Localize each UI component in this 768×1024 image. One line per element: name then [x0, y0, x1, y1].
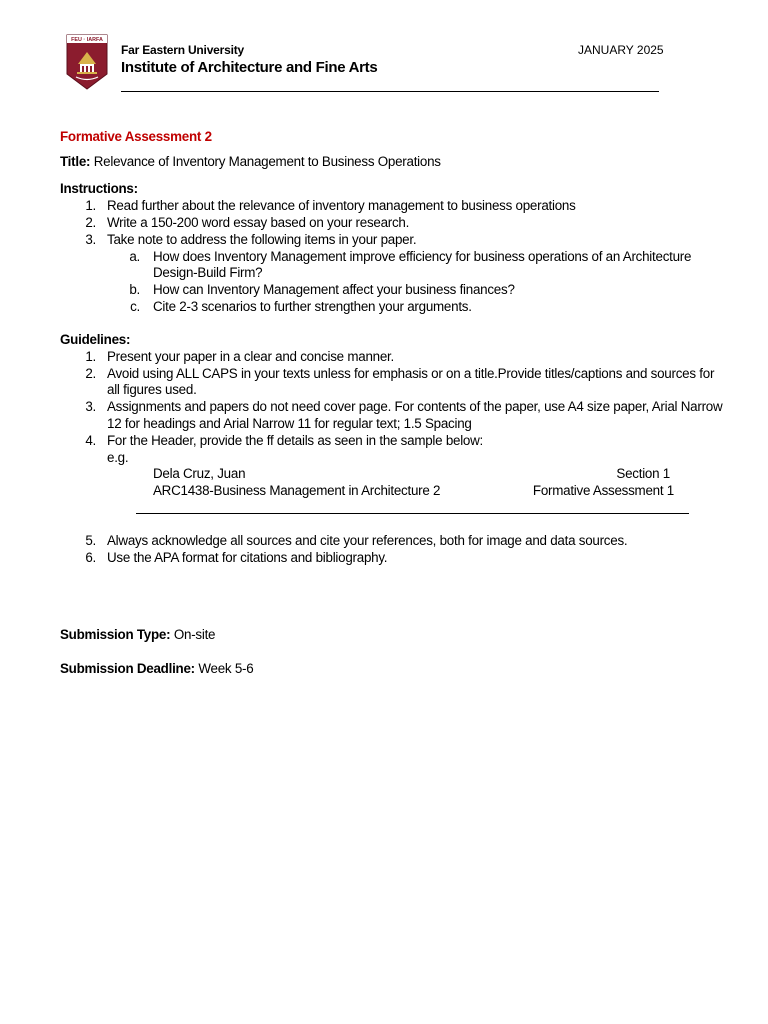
subitem-letter: c.	[130, 299, 140, 314]
university-name: Far Eastern University	[121, 43, 244, 57]
guideline-text-continued: all figures used.	[107, 382, 197, 397]
instruction-text: Write a 150-200 word essay based on your research.	[107, 215, 410, 230]
instruction-number: 1.	[85, 198, 96, 213]
guideline-text: Assignments and papers do not need cover page. For contents of the paper, use A4 size paper, Arial Narrow	[107, 399, 723, 414]
title-line	[60, 153, 441, 170]
guideline-text: Avoid using ALL CAPS in your texts unless for emphasis or on a title.Provide titles/captions and sources for	[107, 366, 715, 381]
submission-deadline-value: Week 5-6	[198, 661, 254, 676]
assessment-heading: Formative Assessment 2	[60, 129, 212, 144]
example-divider	[136, 513, 689, 514]
institute-name: Institute of Architecture and Fine Arts	[121, 59, 378, 76]
instruction-number: 2.	[85, 215, 96, 230]
submission-type-label: Submission Type:	[60, 627, 171, 642]
example-label: e.g.	[107, 450, 129, 465]
subitem-text-continued: Design-Build Firm?	[153, 265, 263, 280]
feu-iarfa-logo	[66, 34, 108, 90]
submission-deadline	[60, 660, 253, 677]
subitem-letter: b.	[129, 282, 140, 297]
instruction-text: Read further about the relevance of inventory management to business operations	[107, 198, 576, 213]
logo-text: FEU · IARFA	[71, 37, 103, 44]
example-section: Section 1	[616, 466, 670, 481]
guideline-number: 4.	[85, 433, 96, 448]
header-date: JANUARY 2025	[578, 43, 664, 57]
subitem-text: How can Inventory Management affect your business finances?	[153, 282, 515, 297]
guideline-number: 2.	[85, 366, 96, 381]
subitem-text: Cite 2-3 scenarios to further strengthen your arguments.	[153, 299, 472, 314]
instructions-label: Instructions:	[60, 181, 138, 196]
guideline-number: 3.	[85, 399, 96, 414]
title-label: Title:	[60, 154, 91, 169]
guideline-number: 5.	[85, 533, 96, 548]
guideline-text: Always acknowledge all sources and cite your references, both for image and data sources.	[107, 533, 628, 548]
guideline-text: Present your paper in a clear and concise manner.	[107, 349, 394, 364]
example-assessment: Formative Assessment 1	[532, 483, 674, 498]
submission-type	[60, 626, 215, 643]
guideline-text: Use the APA format for citations and bibliography.	[107, 550, 388, 565]
guideline-text-continued: 12 for headings and Arial Narrow 11 for regular text; 1.5 Spacing	[107, 416, 472, 431]
example-course: ARC1438-Business Management in Architecture 2	[153, 483, 441, 498]
guideline-number: 1.	[85, 349, 96, 364]
submission-type-value: On-site	[173, 627, 216, 642]
subitem-text: How does Inventory Management improve efficiency for business operations of an Architecture	[153, 249, 692, 264]
header-divider	[121, 91, 659, 92]
subitem-letter: a.	[129, 249, 140, 264]
guideline-number: 6.	[85, 550, 96, 565]
example-name: Dela Cruz, Juan	[153, 466, 246, 481]
guidelines-label: Guidelines:	[60, 332, 131, 347]
title-value: Relevance of Inventory Management to Business Operations	[93, 154, 441, 169]
instruction-text: Take note to address the following items in your paper.	[107, 232, 417, 247]
instruction-number: 3.	[85, 232, 96, 247]
submission-deadline-label: Submission Deadline:	[60, 661, 195, 676]
guideline-text: For the Header, provide the ff details as seen in the sample below:	[107, 433, 484, 448]
